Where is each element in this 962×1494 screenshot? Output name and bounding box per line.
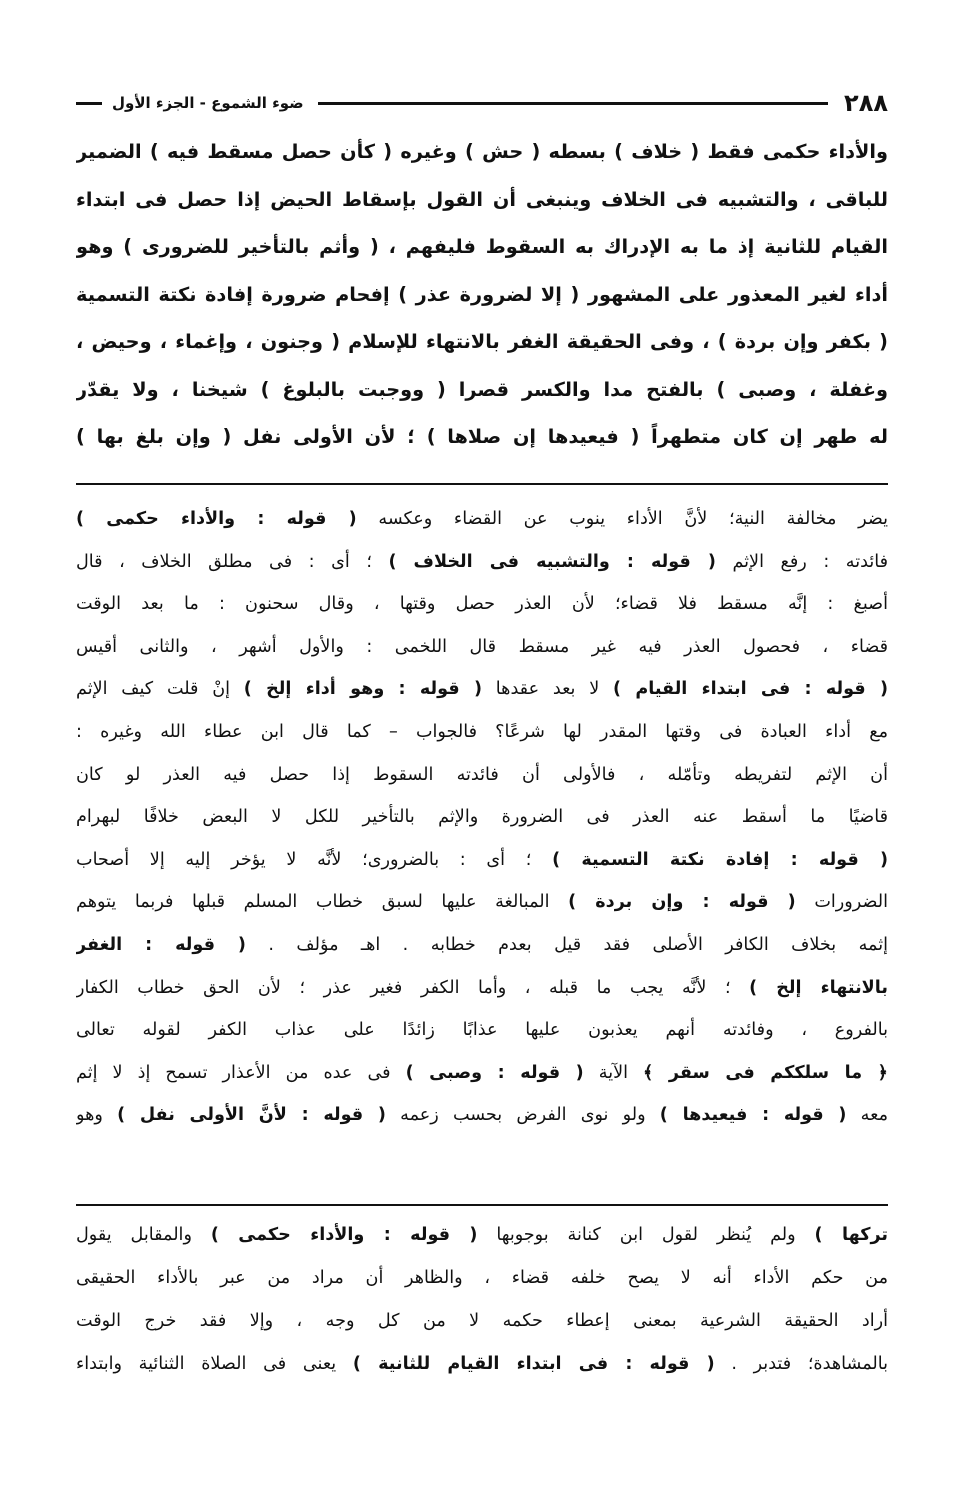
commentary-block (76, 498, 888, 1137)
commentary-line (76, 967, 888, 1010)
quoted-phrase: ( قوله : فيعيدها ) (659, 1105, 847, 1126)
commentary-line (76, 1009, 888, 1052)
commentary-line (76, 1300, 888, 1343)
quoted-phrase: ﴿ ما سلككم فى سقر ﴾ (643, 1062, 888, 1083)
section-divider (76, 483, 888, 485)
commentary-text: لا بعد عقدها (482, 679, 614, 700)
commentary-line (76, 1257, 888, 1300)
main-line: ( بكفر وإن بردة ) ، وفى الحقيقة الغفر بالانتهاء للإسلام ( وجنون ، وإغماء ، وحيض ، (76, 330, 888, 353)
commentary-line (76, 541, 888, 584)
commentary-text: يضر مخالفة النية؛ لأنَّ الأداء ينوب عن القضاء وعكسه (356, 509, 888, 529)
quoted-phrase: ( قوله : فى ابتداء القيام للثانية ) (352, 1354, 715, 1374)
page-number: ٢٨٨ (844, 89, 888, 117)
commentary-line (76, 711, 888, 754)
footnote-block (76, 1214, 888, 1386)
main-line: أداء لغير المعذور على المشهور ( إلا لضرورة عذر ) إفحام ضرورة إفادة نكتة التسمية (76, 282, 888, 306)
commentary-text: يعنى فى الصلاة الثنائية وابتداء (76, 1354, 353, 1374)
quoted-phrase: بالانتهاء إلخ ) (749, 977, 888, 998)
quoted-phrase: ( قوله : إفادة نكتة التسمية ) (552, 849, 888, 870)
running-title: ضوء الشموع - الجزء الأول (112, 94, 304, 112)
main-line: والأداء حكمى فقط ( خلاف ) بسطه ( حش ) وغيره ( كأن حصل مسقط فيه ) الضمير (76, 140, 888, 163)
main-line: القيام للثانية إذ ما به الإدراك به السقوط فليفهم ، ( وأثم بالتأخير للضرورى ) وهو (76, 235, 888, 258)
quoted-phrase: تركها ) (814, 1225, 888, 1245)
commentary-text: بالمشاهدة؛ فتدبر . (714, 1354, 888, 1374)
commentary-text: إنْ قلت كيف الإثم (76, 679, 244, 700)
commentary-line (76, 754, 888, 797)
commentary-text: ؛ لأنَّه يجب ما قبله ، وأما الكفر فغير عذر ؛ لأن الحق خطاب الكفار (76, 977, 750, 998)
commentary-line (76, 498, 888, 541)
commentary-text: من حكم الأداء أنه لا يصح خلفه قضاء ، والظاهر أن مراد من عبر بالأداء الحقيقى (76, 1268, 888, 1288)
quoted-phrase: ( قوله : الغفر (76, 934, 246, 955)
quoted-phrase: ( قوله : والأداء حكمى ) (210, 1225, 478, 1245)
commentary-line (76, 668, 888, 711)
quoted-phrase: ( قوله : وإن بردة ) (568, 892, 796, 913)
quoted-phrase: ( قوله : وصبى ) (405, 1062, 584, 1083)
commentary-text: أصبغ : إنَّه مسقط فلا قضاء؛ لأن العذر حصل وقتها ، وقال سحنون : ما بعد الوقت (76, 594, 888, 615)
commentary-text: الآية (583, 1062, 644, 1083)
commentary-text: معه (846, 1105, 888, 1126)
commentary-text: قضاء ، فحصول العذر فيه غير مسقط قال اللخمى : والأول أشهر ، والثانى أقيس (76, 636, 888, 657)
commentary-text: فى عده من الأعذار تسمح إذ لا إثم (76, 1062, 406, 1083)
quoted-phrase: ( قوله : والأداء حكمى ) (76, 509, 357, 529)
commentary-line (76, 796, 888, 839)
header-dash (76, 102, 102, 105)
main-line: له طهر إن كان متطهراً ( فيعيدها إن صلاها ) ؛ لأن الأولى نفل ( وإن بلغ بها ) (76, 425, 888, 448)
header-rule (318, 102, 828, 105)
commentary-text: مع أداء العبادة فى وقتها المقدر لها شرعًا؟ فالجواب – كما قال ابن عطاء الله وغيره : (76, 721, 888, 742)
commentary-text: فائدته : رفع الإثم (715, 551, 888, 572)
commentary-text: ولم يُنظر لقول ابن كنانة بوجوبها (477, 1225, 815, 1245)
commentary-text: ؛ أى : فى مطلق الخلاف ، قال (76, 551, 389, 572)
commentary-text: أراد الحقيقة الشرعية بمعنى إعطاء حكمه لا من كل وجه ، وإلا فقد خرج الوقت (76, 1311, 888, 1331)
commentary-text: أن الإثم لتفريطه وتأمّله ، فالأولى أن فائدته السقوط إذا حصل فيه العذر لو كان (76, 764, 888, 785)
commentary-line (76, 1214, 888, 1257)
page-header (76, 86, 888, 120)
commentary-line (76, 1094, 888, 1137)
commentary-text: والمقابل يقول (76, 1225, 211, 1245)
commentary-text: ولو نوى الفرض بحسب زعمه (385, 1105, 660, 1126)
main-line: وغفلة ، وصبى ) بالفتح مدا والكسر قصرا ( ووجبت بالبلوغ ) شيخنا ، ولا يقدّر (76, 377, 888, 401)
commentary-line (76, 1343, 888, 1386)
commentary-text: بالفروع ، وفائدته أنهم يعذبون عليها عذابًا زائدًا على عذاب الكفر لقوله تعالى (76, 1020, 888, 1041)
commentary-text: وهو (76, 1105, 118, 1126)
commentary-text: الضرورات (795, 892, 888, 913)
commentary-line (76, 583, 888, 626)
commentary-line (76, 839, 888, 882)
main-text (76, 128, 888, 461)
commentary-text: قاضيًا ما أسقط عنه العذر فى الضرورة والإثم بالتأخير للكل لا البعض خلافًا لبهرام (76, 807, 888, 828)
commentary-text: ؛ أى : بالضرورى؛ لأنَّه لا يؤخر إليه إلا أصحاب (76, 849, 553, 870)
main-line: للباقى ، والتشبيه فى الخلاف وينبغى أن القول بإسقاط الحيض إذا حصل فى ابتداء (76, 187, 888, 211)
section-divider (76, 1204, 888, 1206)
quoted-phrase: ( قوله : والتشبيه فى الخلاف ) (388, 551, 716, 572)
commentary-line (76, 626, 888, 669)
commentary-line (76, 924, 888, 967)
commentary-text: المبالغة عليها لسبق خطاب المسلم قبلها فربما يتوهم (76, 892, 569, 913)
commentary-line (76, 881, 888, 924)
quoted-phrase: ( قوله : فى ابتداء القيام ) (613, 679, 888, 700)
quoted-phrase: ( قوله : وهو أداء إلخ ) (243, 679, 483, 700)
commentary-text: إثمه بخلاف الكافر الأصلى فقد قيل بعدم خطابه . اهـ مؤلف . (245, 934, 888, 955)
commentary-line (76, 1052, 888, 1095)
quoted-phrase: ( قوله : لأنَّ الأولى نفل ) (117, 1105, 386, 1126)
